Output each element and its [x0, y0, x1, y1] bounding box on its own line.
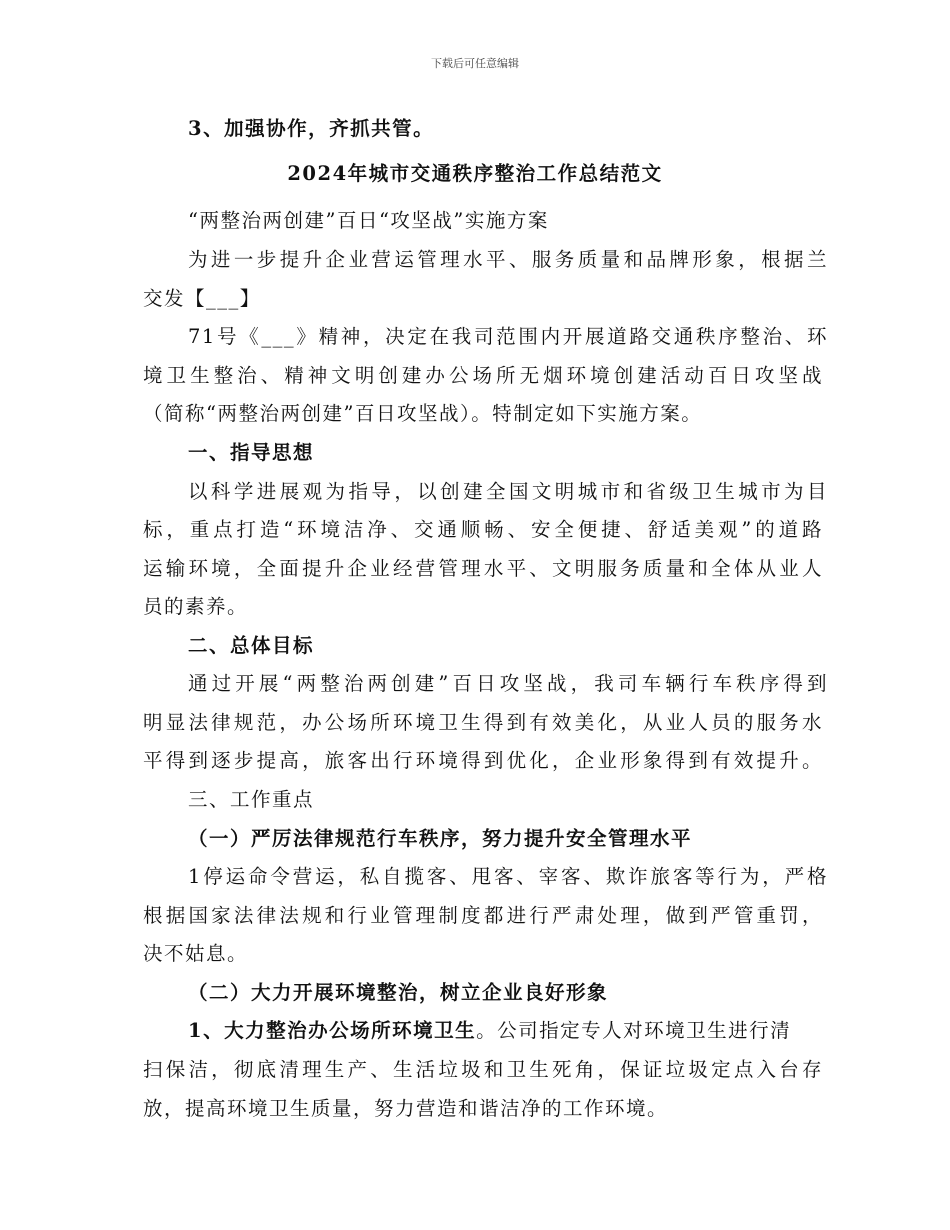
- paragraph-line: 平得到逐步提高，旅客出行环境得到优化，企业形象得到有效提升。: [143, 749, 823, 772]
- heading-strengthen-cooperation: 3、加强协作，齐抓共管。: [188, 117, 435, 140]
- paragraph-line: 放，提高环境卫生质量，努力营造和谐洁净的工作环境。: [143, 1097, 669, 1120]
- intro-line: 境卫生整治、精神文明创建办公场所无烟环境创建活动百日攻坚战: [143, 364, 823, 387]
- paragraph-line: 以科学进展观为指导，以创建全国文明城市和省级卫生城市为目: [188, 480, 828, 503]
- item-lead-rest: 。公司指定专人对环境卫生进行清: [476, 1019, 792, 1042]
- section-heading-guiding-ideology: 一、指导思想: [188, 441, 315, 464]
- item-lead-bold: 1、大力整治办公场所环境卫生: [188, 1019, 477, 1042]
- paragraph-line: 决不姑息。: [143, 942, 249, 965]
- intro-line: 为进一步提升企业营运管理水平、服务质量和品牌形象，根据兰: [188, 248, 828, 271]
- subsection-heading-environment: （二）大力开展环境整治，树立企业良好形象: [188, 981, 609, 1004]
- intro-line: 交发【___】: [143, 287, 261, 310]
- paragraph-line: 通过开展“两整治两创建”百日攻坚战，我司车辆行车秩序得到: [188, 672, 828, 695]
- section-heading-work-focus: 三、工作重点: [188, 788, 315, 811]
- paragraph-line: 运输环境，全面提升企业经营管理水平、文明服务质量和全体从业人: [143, 557, 823, 580]
- paragraph-line: [188, 1021, 828, 1041]
- paragraph-line: 根据国家法律法规和行业管理制度都进行严肃处理，做到严管重罚，: [143, 904, 823, 927]
- section-heading-overall-goal: 二、总体目标: [188, 634, 315, 657]
- document-title: 2024年城市交通秩序整治工作总结范文: [287, 162, 663, 185]
- intro-line: 71号《___》精神，决定在我司范围内开展道路交通秩序整治、环: [188, 325, 828, 348]
- paragraph-line: 1停运命令营运，私自揽客、甩客、宰客、欺诈旅客等行为，严格: [188, 865, 828, 888]
- document-subtitle: “两整治两创建”百日“攻坚战”实施方案: [188, 209, 549, 232]
- subsection-heading-traffic-order: （一）严厉法律规范行车秩序，努力提升安全管理水平: [188, 827, 693, 850]
- intro-line: （简称“两整治两创建”百日攻坚战）。特制定如下实施方案。: [143, 402, 703, 425]
- paragraph-line: 扫保洁，彻底清理生产、生活垃圾和卫生死角，保证垃圾定点入台存: [143, 1058, 823, 1081]
- paragraph-line: 标，重点打造“环境洁净、交通顺畅、安全便捷、舒适美观”的道路: [143, 518, 823, 541]
- page-header: 下载后可任意编辑: [431, 57, 519, 70]
- paragraph-line: 明显法律规范，办公场所环境卫生得到有效美化，从业人员的服务水: [143, 711, 823, 734]
- paragraph-line: 员的素养。: [143, 595, 249, 618]
